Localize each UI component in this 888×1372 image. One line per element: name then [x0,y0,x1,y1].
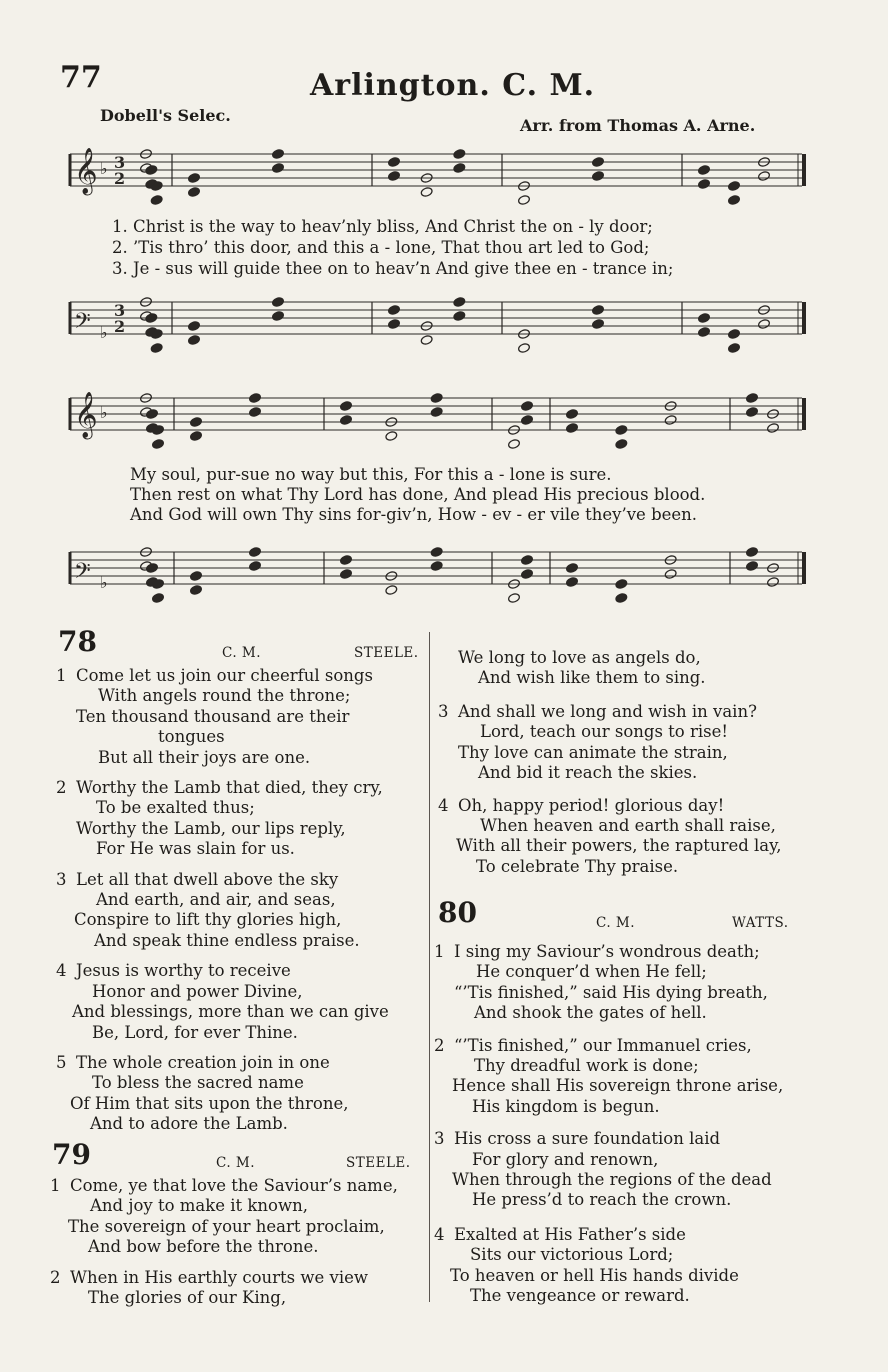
verse-number: 2 [50,1267,61,1287]
notehead [592,157,605,168]
verse-line: And to adore the Lamb. [90,1114,288,1134]
verse [50,1176,425,1258]
verse-number: 2 [56,778,67,798]
verse [56,1053,426,1135]
verse-line: With all their powers, the raptured lay, [456,836,782,856]
notehead [150,343,163,354]
verse-line: When through the regions of the dead [452,1170,772,1190]
verse-line: When heaven and earth shall raise, [480,816,776,836]
flat-sign-icon: ♭ [100,403,108,422]
verse-line: His cross a sure foundation laid [454,1129,721,1149]
verse [56,778,426,860]
flat-sign-icon: ♭ [100,159,108,178]
notehead [728,343,741,354]
verse-line: He press’d to reach the crown. [472,1190,732,1210]
notehead [272,149,285,160]
lyrics-line-2: 2. ’Tis thro’ this door, and this a - lone, That thou art led to God; [112,238,650,257]
notehead [566,409,579,420]
notehead [592,305,605,316]
verse-line: And bid it reach the skies. [478,763,698,783]
notehead [272,163,285,174]
verse [434,942,804,1024]
notehead [615,425,628,436]
verse-line: And bow before the throne. [88,1237,319,1257]
notehead [698,327,711,338]
notehead [249,407,262,418]
hymn-79-verses-left [50,1176,425,1308]
notehead [420,187,433,198]
verse-line: Thy love can animate the strain, [458,742,728,762]
notehead [728,181,741,192]
notehead [188,187,201,198]
notehead [430,407,443,418]
verse-line: To heaven or hell His hands divide [450,1265,739,1285]
verse [434,1036,804,1118]
verse-line: Come let us join our cheerful songs [76,666,373,685]
flat-sign-icon: ♭ [100,573,108,592]
verse-number: 4 [56,961,67,981]
verse [56,870,426,952]
lyrics-line-3: 3. Je - sus will guide thee on to heav’n And give thee en - trance in; [112,259,674,278]
verse-line: The vengeance or reward. [470,1286,690,1306]
verse-line: Conspire to lift thy glories high, [74,910,342,930]
notehead [385,585,398,596]
notehead [190,585,203,596]
verse-line: “’Tis finished,” said His dying breath, [454,982,768,1002]
verse-line: Oh, happy period! glorious day! [458,795,725,815]
treble-clef-icon: 𝄞 [74,392,98,438]
notehead [340,415,353,426]
notehead [152,593,165,604]
notehead [388,157,401,168]
notehead [453,163,466,174]
treble-staff-system-2 [62,378,807,450]
lyrics-line-4: My soul, pur-sue no way but this, For this a - lone is sure. [130,465,612,484]
notehead [592,171,605,182]
notehead [518,343,531,354]
time-signature-bottom: 2 [114,169,126,188]
notehead [698,179,711,190]
notehead [746,393,759,404]
notehead [388,171,401,182]
notehead [146,409,159,420]
notehead [190,417,203,428]
verse-number: 3 [438,702,449,721]
notehead [453,311,466,322]
notehead [615,593,628,604]
verse-line: And blessings, more than we can give [72,1002,389,1022]
notehead [566,423,579,434]
verse-line: Of Him that sits upon the throne, [70,1093,349,1113]
bass-staff-system-2 [62,530,807,618]
verse-line: We long to love as angels do, [458,648,701,667]
hymn-number-79: 79 [52,1138,91,1171]
notehead [758,171,771,182]
hymn-79-verses-right-2 [438,702,803,877]
notehead [430,547,443,558]
notehead [746,561,759,572]
notehead [698,165,711,176]
verse-line: His kingdom is begun. [472,1096,660,1116]
notehead [249,561,262,572]
verse-line: And speak thine endless praise. [94,930,360,950]
notehead [758,319,771,330]
notehead [249,393,262,404]
verse-line: Hence shall His sovereign throne arise, [452,1076,784,1096]
source-right: Arr. from Thomas A. Arne. [520,116,756,135]
verse-line: To bless the sacred name [92,1073,304,1093]
verse-line: And shall we long and wish in vain? [458,702,757,721]
notehead [508,593,521,604]
notehead [272,311,285,322]
notehead [272,297,285,308]
verse-number: 1 [50,1176,61,1195]
verse [56,961,426,1043]
verse-number: 2 [434,1035,445,1055]
notehead [518,195,531,206]
lyrics-line-6: And God will own Thy sins for-giv’n, How - ev - er vile they’ve been. [130,505,698,524]
verse-line: And wish like them to sing. [478,668,706,688]
bass-clef-icon: 𝄢 [74,309,91,339]
verse-line: I sing my Saviour’s wondrous death; [454,942,760,961]
hymn-78-author: STEELE. [354,645,419,661]
notehead [767,577,780,588]
notehead [249,547,262,558]
notehead [430,561,443,572]
notehead [340,569,353,580]
time-signature-top: 3 [114,153,126,172]
notehead [728,195,741,206]
verse-line: Come, ye that love the Saviour’s name, [70,1176,398,1195]
verse-line: But all their joys are one. [98,747,311,767]
hymn-number-80: 80 [438,896,477,929]
verse-number: 5 [56,1052,67,1072]
lyrics-line-1: 1. Christ is the way to heav’nly bliss, And Christ the on - ly door; [112,217,653,236]
notehead [385,431,398,442]
column-divider [429,632,430,1302]
verse-line: Sits our victorious Lord; [470,1245,674,1265]
notehead [566,577,579,588]
time-signature-bottom: 2 [114,317,126,336]
verse-line: To be exalted thus; [96,798,255,818]
verse [438,796,803,878]
notehead [521,401,534,412]
verse-line: For glory and renown, [472,1149,659,1169]
verse-line: For He was slain for us. [96,839,295,859]
notehead [190,431,203,442]
hymn-79-verses-right [458,648,803,689]
hymn-80-author: WATTS. [732,915,789,931]
notehead [340,555,353,566]
notehead [746,547,759,558]
hymn-79-meter: C. M. [216,1155,256,1171]
notehead [615,439,628,450]
notehead [698,313,711,324]
verse-line: And shook the gates of hell. [474,1003,707,1023]
verse-line: Ten thousand thousand are their [76,706,350,726]
verse-line: tongues [158,727,225,747]
verse-line: Worthy the Lamb, our lips reply, [76,818,346,838]
treble-staff-system-1 [62,150,807,212]
hymn-78-verses [56,666,426,1135]
notehead [566,563,579,574]
verse-number: 4 [434,1224,445,1244]
notehead [388,305,401,316]
notehead [508,439,521,450]
notehead [767,423,780,434]
hymn-78-meter: C. M. [222,645,262,661]
verse-line: The sovereign of your heart proclaim, [68,1216,385,1236]
verse-line: When in His earthly courts we view [70,1267,368,1287]
verse-number: 3 [56,869,67,889]
bass-staff-system-1 [62,288,807,358]
verse-line: Honor and power Divine, [92,981,303,1001]
verse-line: “’Tis finished,” our Immanuel cries, [454,1035,752,1055]
notehead [188,173,201,184]
verse-line: To celebrate Thy praise. [476,856,679,876]
verse-number: 1 [56,666,67,685]
verse-line: He conquer’d when He fell; [476,962,707,982]
verse-line: With angels round the throne; [98,686,351,706]
notehead [592,319,605,330]
notehead [664,569,677,580]
notehead [430,393,443,404]
verse-line: Let all that dwell above the sky [76,869,339,889]
hymn-80-verses [434,942,804,1307]
verse-line: Jesus is worthy to receive [76,961,291,981]
verse-line: And joy to make it known, [90,1196,308,1216]
notehead [664,415,677,426]
verse-line: Exalted at His Father’s side [454,1224,686,1244]
notehead [340,401,353,412]
verse-number: 4 [438,795,449,815]
flat-sign-icon: ♭ [100,323,108,342]
notehead [521,555,534,566]
notehead [190,571,203,582]
notehead [453,297,466,308]
notehead [152,439,165,450]
notehead [188,321,201,332]
notehead [521,569,534,580]
notehead [420,335,433,346]
notehead [388,319,401,330]
verse-number: 3 [434,1129,445,1149]
verse-line: The whole creation join in one [76,1052,330,1072]
verse-line: The glories of our King, [88,1288,287,1308]
verse [434,1225,804,1307]
verse-number: 1 [434,942,445,961]
hymn-79-author: STEELE. [346,1155,411,1171]
treble-clef-icon: 𝄞 [74,148,98,194]
verse-line: Thy dreadful work is done; [474,1056,699,1076]
hymn-number-78: 78 [58,625,97,658]
notehead [146,563,159,574]
notehead [188,335,201,346]
hymn-80-meter: C. M. [596,915,636,931]
lyrics-line-5: Then rest on what Thy Lord has done, And plead His precious blood. [130,485,706,504]
notehead [145,165,158,176]
notehead [145,313,158,324]
notehead [453,149,466,160]
verse-line: Lord, teach our songs to rise! [480,722,729,742]
hymn-number-77: 77 [60,60,102,95]
bass-clef-icon: 𝄢 [74,559,91,589]
verse [50,1268,425,1309]
verse-line: Be, Lord, for ever Thine. [92,1022,298,1042]
notehead [615,579,628,590]
verse-line: Worthy the Lamb that died, they cry, [76,778,383,798]
time-signature-top: 3 [114,301,126,320]
verse-line: And earth, and air, and seas, [96,890,336,910]
notehead [728,329,741,340]
hymn-title: Arlington. C. M. [310,68,596,103]
verse [434,1129,804,1211]
notehead [746,407,759,418]
verse [56,666,426,768]
source-left: Dobell's Selec. [100,106,231,125]
notehead [150,195,163,206]
notehead [521,415,534,426]
verse [438,702,803,784]
